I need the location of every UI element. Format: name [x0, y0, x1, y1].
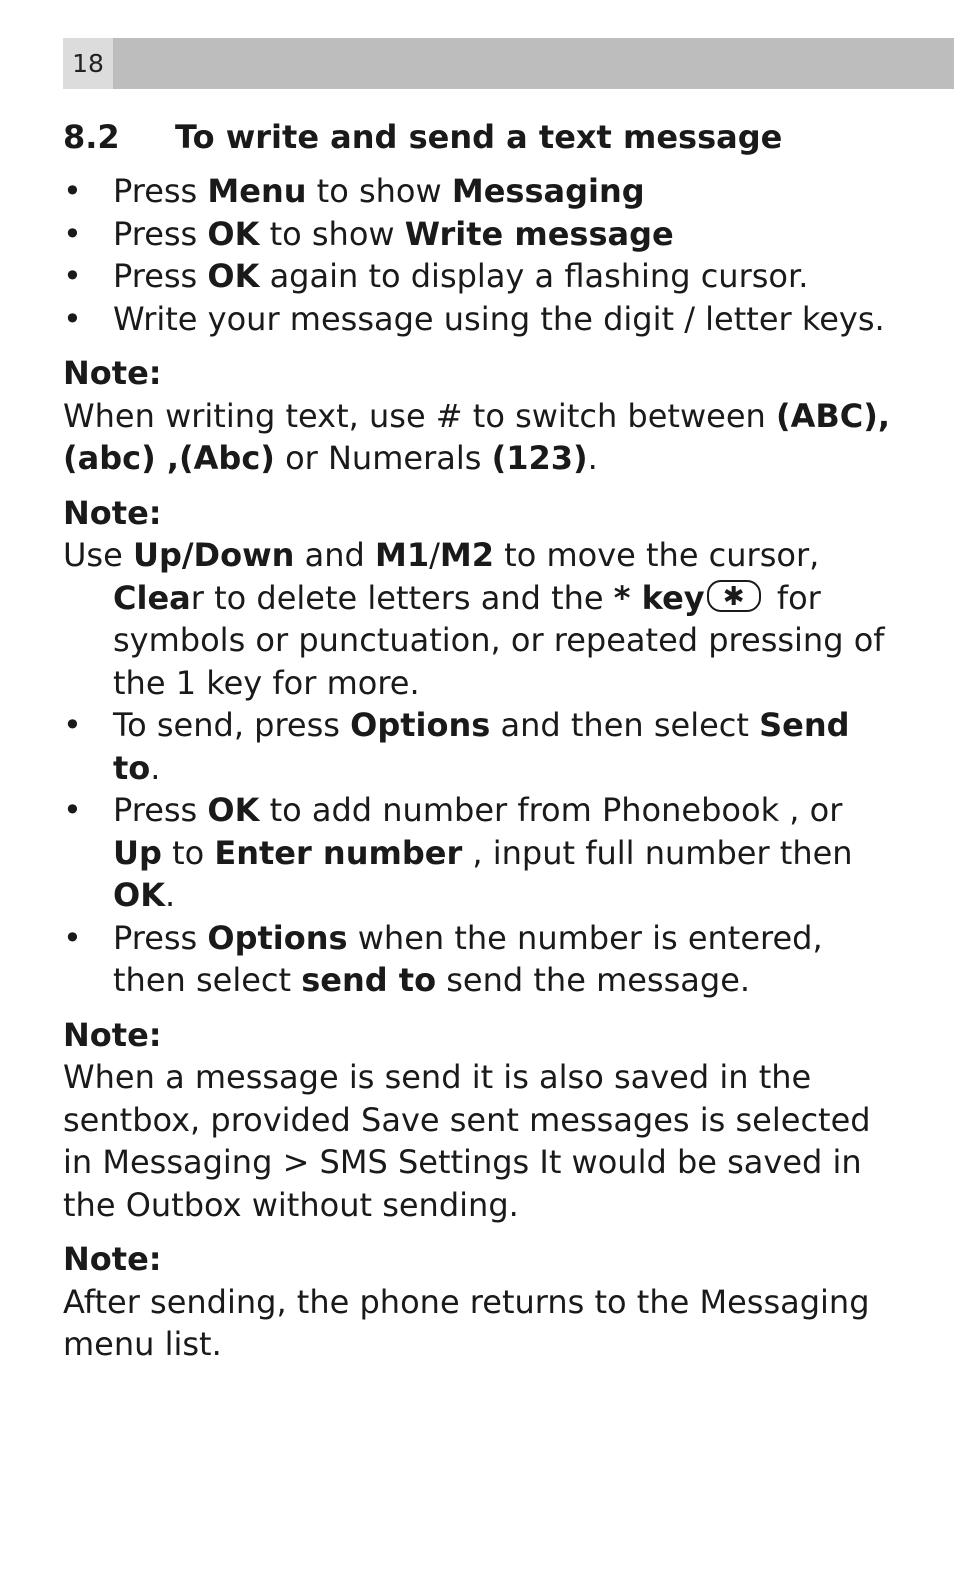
- page-content: [63, 116, 893, 1366]
- note-title: Note:: [63, 354, 162, 392]
- note-title: Note:: [63, 493, 162, 532]
- list-item: • Press OK again to display a flashing cursor.: [63, 255, 893, 298]
- steps-list-2: [63, 704, 893, 1002]
- section-heading: [63, 116, 893, 158]
- list-item: • Press Menu to show Messaging: [63, 170, 893, 213]
- steps-list-1: [63, 170, 893, 340]
- list-item: • Write your message using the digit / letter keys.: [63, 298, 893, 341]
- note-text: When writing text, use # to switch between (ABC), (abc) ,(Abc) or Numerals (123).: [63, 396, 890, 477]
- section-number: 8.2: [63, 118, 120, 156]
- star-key-icon: ✱: [707, 580, 761, 612]
- note-text-continued: Clear to delete letters and the * key ✱ for symbols or punctuation, or repeated pressing of the 1 key for more.: [113, 578, 885, 702]
- list-item: • To send, press Options and then select Send to.: [63, 704, 893, 789]
- page-header-bar: [63, 38, 954, 89]
- list-item: • Press OK to show Write message: [63, 213, 893, 256]
- page-number: 18: [63, 38, 113, 89]
- section-title: To write and send a text message: [175, 118, 783, 156]
- note-title: Note:: [63, 1240, 162, 1278]
- list-item: • Press Options when the number is entered, then select send to send the message.: [63, 917, 893, 1002]
- note-title: Note:: [63, 1015, 162, 1054]
- list-item: • Press OK to add number from Phonebook , or Up to Enter number , input full number then OK.: [63, 789, 893, 917]
- note-text: Use Up/Down and M1/M2 to move the cursor,: [63, 536, 820, 574]
- note-text: After sending, the phone returns to the Messaging menu list.: [63, 1282, 870, 1363]
- note-text: When a message is send it is also saved in the sentbox, provided Save sent messages is selected in Messaging > SMS Settings It would be saved in the Outbox without sending.: [63, 1058, 871, 1224]
